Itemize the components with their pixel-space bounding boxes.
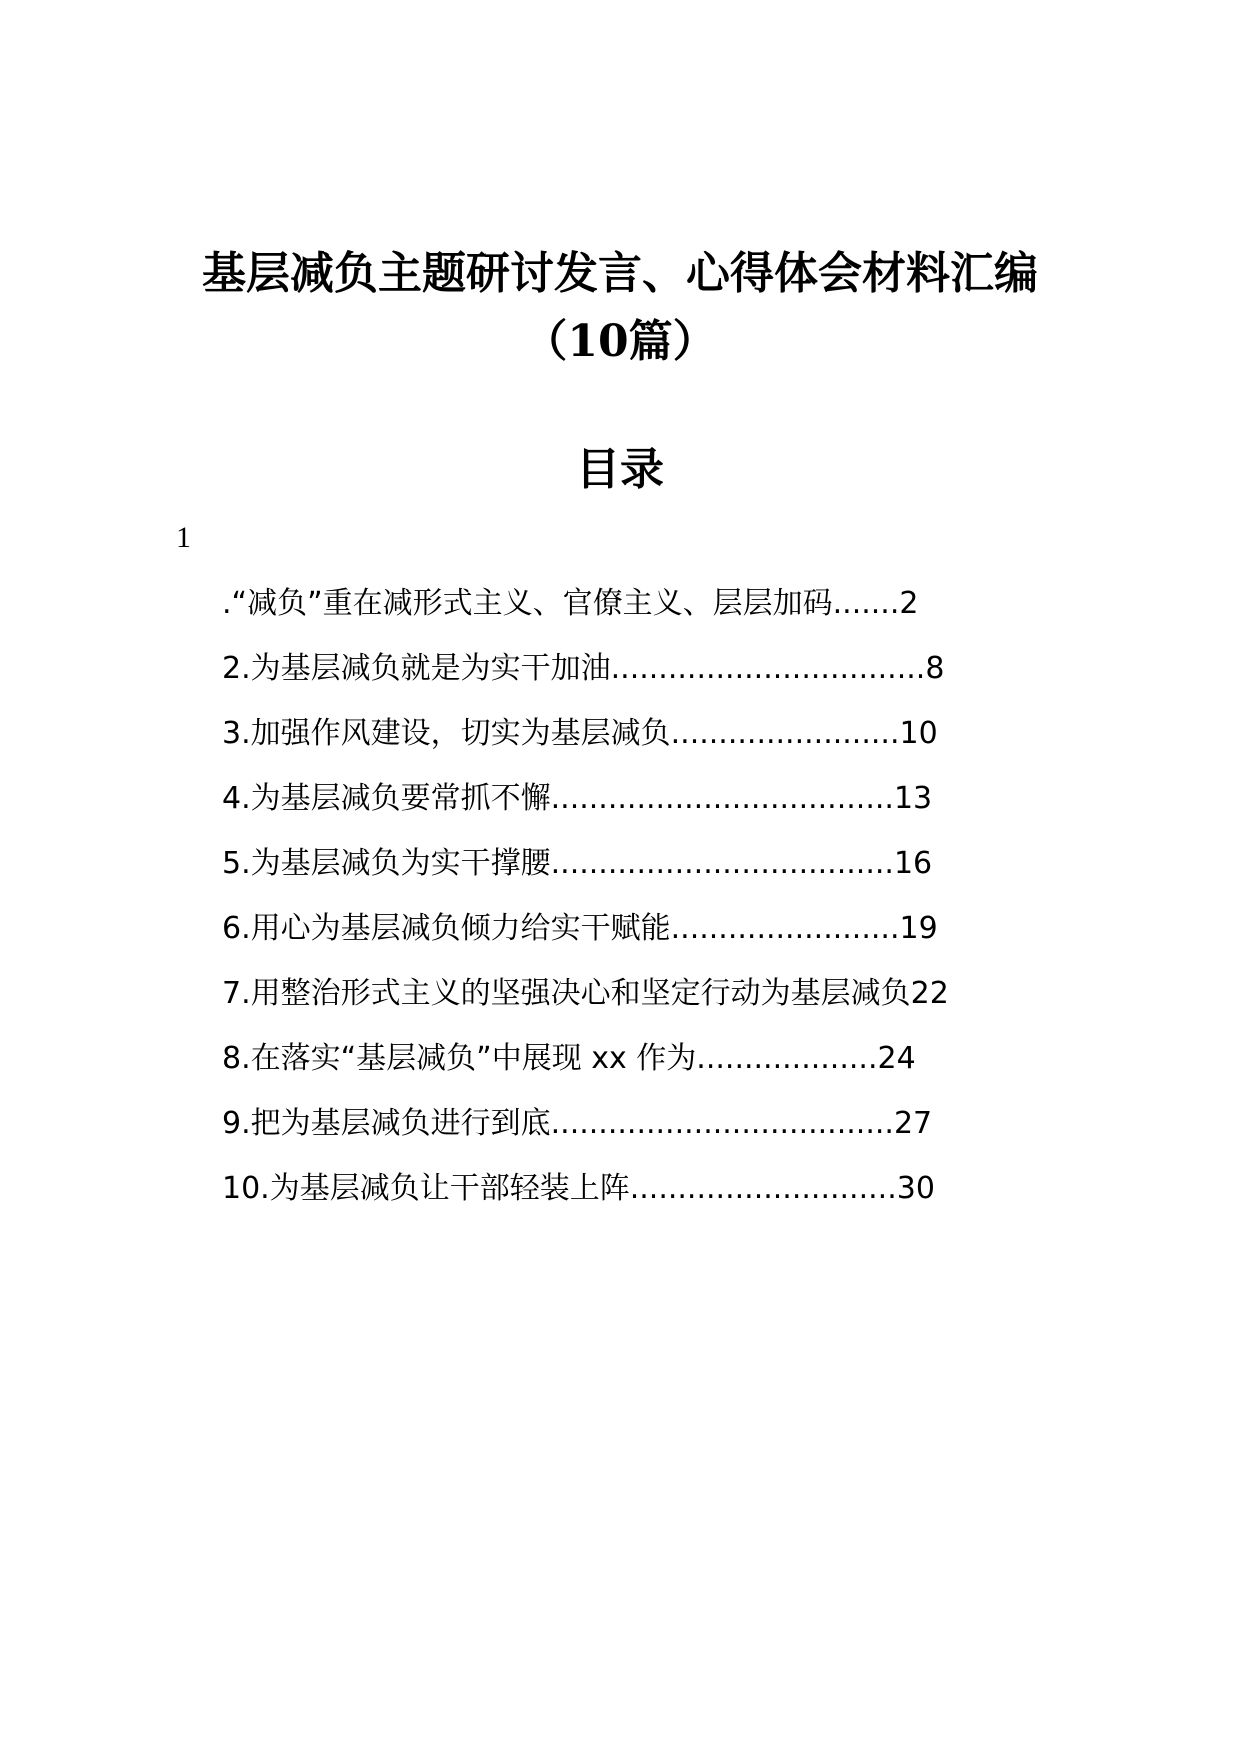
- toc-entry-4[interactable]: [222, 777, 1222, 842]
- toc-entry-label: 3.加强作风建设，切实为基层减负: [222, 716, 671, 751]
- toc-entry-5[interactable]: [222, 842, 1222, 907]
- toc-entry-page: 13: [893, 781, 933, 816]
- toc-entry-leader: ....................................: [550, 1106, 894, 1141]
- toc-entry-label: 2.为基层减负就是为实干加油: [222, 651, 611, 686]
- toc-entry-leader: ...................: [696, 1041, 878, 1076]
- toc-entry-10[interactable]: [222, 1167, 1222, 1232]
- toc-entry-1[interactable]: [222, 582, 1222, 647]
- toc-entry-leader: ........................: [670, 911, 900, 946]
- toc-entry-6[interactable]: [222, 907, 1222, 972]
- toc-entry-page: 16: [893, 846, 933, 881]
- toc-entry-label: 10.为基层减负让干部轻装上阵: [222, 1171, 630, 1206]
- toc-entry-label: 9.把为基层减负进行到底: [222, 1106, 551, 1141]
- toc-entry-leader: ........................: [670, 716, 900, 751]
- toc-entry-page: 19: [899, 911, 938, 946]
- toc-entry-leader: ....................................: [550, 781, 894, 816]
- toc-entry-7[interactable]: [222, 972, 1222, 1037]
- document-subtitle-count: （10篇）: [523, 316, 717, 367]
- toc-entry-leader: ....................................: [550, 846, 894, 881]
- toc-entry-page: 24: [877, 1041, 916, 1076]
- toc-entry-label: 4.为基层减负要常抓不懈: [222, 781, 551, 816]
- toc-entry-9[interactable]: [222, 1102, 1222, 1167]
- toc-entry-label: 5.为基层减负为实干撑腰: [222, 846, 551, 881]
- toc-entry-leader: ............................: [629, 1171, 897, 1206]
- toc-entry-page: 10: [899, 716, 938, 751]
- toc-entry-leader: .......: [832, 586, 900, 621]
- toc-entry-label: 7.用整治形式主义的坚强决心和坚定行动为基层减负: [222, 976, 911, 1011]
- toc-entry-page: 8: [925, 651, 945, 686]
- toc-entry-page: 30: [896, 1171, 935, 1206]
- toc-entry-page: 2: [899, 586, 919, 621]
- toc-entry-page: 27: [893, 1106, 933, 1141]
- toc-entry-3[interactable]: [222, 712, 1222, 777]
- toc-entry-label: 8.在落实“基层减负”中展现 xx 作为: [222, 1041, 697, 1076]
- toc-number-marker: 1: [176, 521, 191, 554]
- toc-entry-label: .“减负”重在减形式主义、官僚主义、层层加码: [222, 586, 833, 621]
- toc-heading: 目录: [576, 444, 664, 495]
- document-title: 基层减负主题研讨发言、心得体会材料汇编: [202, 248, 1038, 299]
- toc-entry-label: 6.用心为基层减负倾力给实干赋能: [222, 911, 671, 946]
- toc-entry-8[interactable]: [222, 1037, 1222, 1102]
- toc-entry-2[interactable]: [222, 647, 1222, 712]
- toc-entry-page: 22: [910, 976, 949, 1011]
- toc-entry-leader: .................................: [610, 651, 926, 686]
- table-of-contents: [222, 582, 1222, 1232]
